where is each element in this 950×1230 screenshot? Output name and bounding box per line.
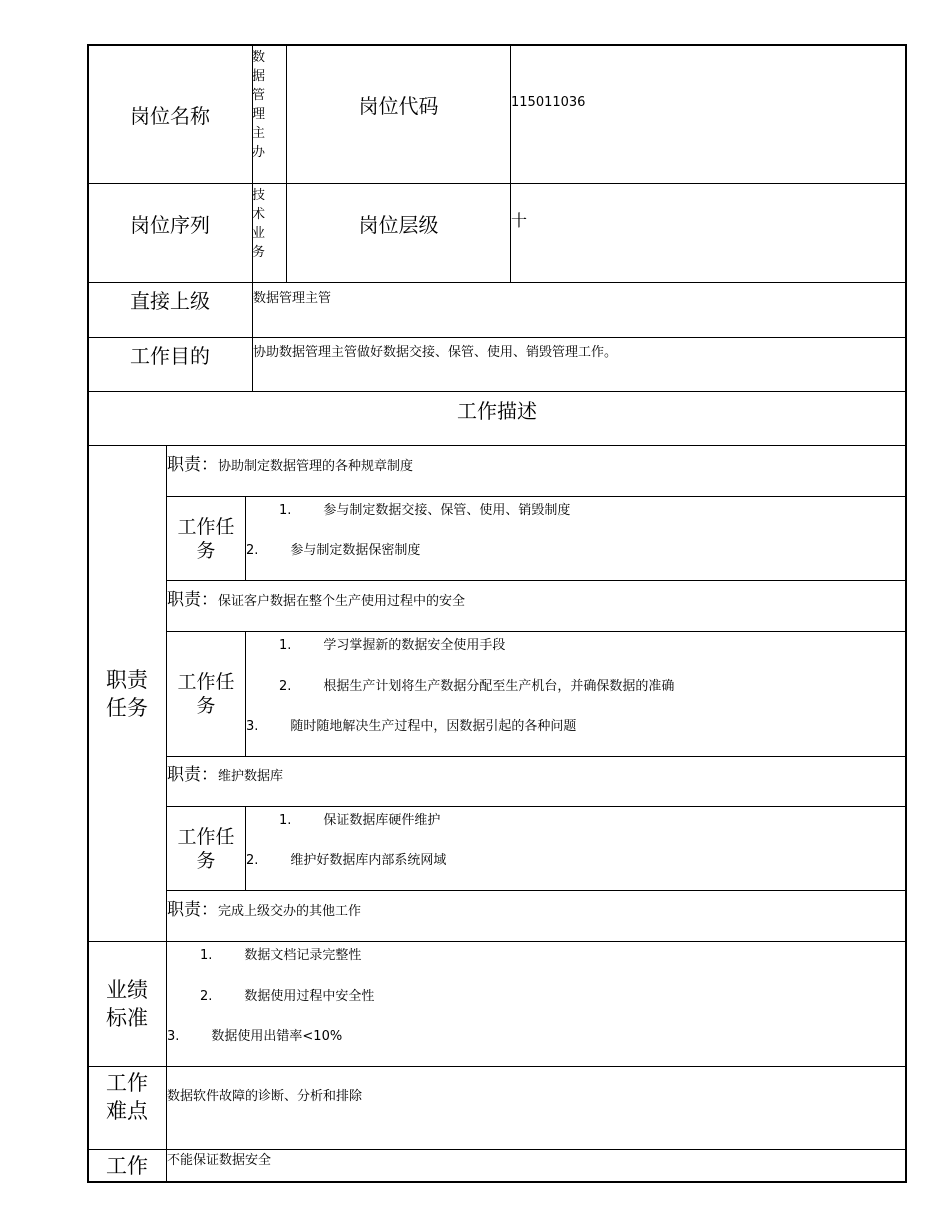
row-divider [167, 580, 906, 581]
position-code-label: 岗位代码 [358, 93, 439, 118]
task-text: 参与制定数据保密制度 [290, 543, 421, 558]
row-divider [167, 890, 906, 891]
task-item [246, 849, 446, 868]
position-series-label: 岗位序列 [130, 212, 210, 237]
responsibility-text: 完成上级交办的其他工作 [218, 904, 362, 919]
position-level-value: 十 [511, 211, 528, 230]
row-divider [88, 1149, 906, 1150]
table-border-right [905, 44, 907, 1183]
task-number: 1. [279, 813, 292, 828]
last-row-label: 工作 [106, 1154, 148, 1178]
task-label: 工作任务 [177, 516, 235, 562]
task-label: 工作任务 [177, 671, 235, 717]
responsibility-label: 职责： [167, 590, 218, 610]
task-text: 随时随地解决生产过程中，因数据引起的各种问题 [290, 719, 577, 734]
performance-number: 2. [200, 989, 213, 1004]
task-text: 保证数据库硬件维护 [323, 813, 441, 828]
performance-item [200, 944, 361, 963]
performance-text: 数据文档记录完整性 [244, 948, 362, 963]
row-divider [88, 1066, 906, 1067]
task-number: 3. [246, 719, 259, 734]
performance-text: 数据使用过程中安全性 [244, 989, 375, 1004]
purpose-value: 协助数据管理主管做好数据交接、保管、使用、销毁管理工作。 [253, 345, 618, 360]
task-number: 2. [246, 543, 259, 558]
responsibility-text: 协助制定数据管理的各种规章制度 [218, 459, 414, 474]
task-text: 学习掌握新的数据安全使用手段 [323, 638, 506, 653]
task-text: 根据生产计划将生产数据分配至生产机台，并确保数据的准确 [323, 679, 675, 694]
responsibility-text: 保证客户数据在整个生产使用过程中的安全 [218, 594, 466, 609]
performance-item [167, 1025, 342, 1044]
position-series-value: 技术业务 [252, 188, 266, 260]
row-divider [88, 282, 906, 283]
task-item [279, 675, 674, 694]
responsibility-3 [167, 760, 283, 785]
position-name-label: 岗位名称 [130, 103, 210, 128]
responsibility-1 [167, 450, 413, 475]
performance-label: 业绩标准 [106, 978, 148, 1030]
row-divider [88, 337, 906, 338]
position-code-value: 115011036 [511, 95, 586, 110]
responsibility-label: 职责： [167, 900, 218, 920]
row-divider [167, 806, 906, 807]
position-level-label: 岗位层级 [358, 212, 439, 237]
performance-number: 3. [167, 1029, 180, 1044]
table-border-bottom [88, 1181, 907, 1183]
row-divider [88, 941, 906, 942]
task-text: 维护好数据库内部系统网域 [290, 853, 447, 868]
task-item [246, 539, 420, 558]
purpose-label: 工作目的 [130, 344, 210, 368]
task-number: 2. [246, 853, 259, 868]
supervisor-value: 数据管理主管 [253, 291, 332, 306]
supervisor-label: 直接上级 [130, 289, 210, 313]
responsibility-text: 维护数据库 [218, 769, 284, 784]
performance-item [200, 985, 374, 1004]
task-number: 1. [279, 503, 292, 518]
task-text: 参与制定数据交接、保管、使用、销毁制度 [323, 503, 571, 518]
row-divider [88, 445, 906, 446]
performance-text: 数据使用出错率<10% [211, 1029, 343, 1044]
row-divider [167, 631, 906, 632]
task-item [246, 715, 576, 734]
performance-number: 1. [200, 948, 213, 963]
last-row-value: 不能保证数据安全 [167, 1153, 272, 1168]
difficulty-label: 工作难点 [106, 1071, 148, 1123]
task-item [279, 634, 505, 653]
responsibility-2 [167, 585, 465, 610]
task-item [279, 499, 570, 518]
difficulty-value: 数据软件故障的诊断、分析和排除 [167, 1089, 363, 1104]
row-divider [167, 496, 906, 497]
task-number: 2. [279, 679, 292, 694]
position-name-value: 数据管理主办 [252, 50, 266, 160]
col-divider [510, 44, 511, 283]
col-divider [245, 631, 246, 757]
row-divider [167, 756, 906, 757]
responsibility-label: 职责： [167, 455, 218, 475]
task-item [279, 809, 440, 828]
row-divider [88, 391, 906, 392]
task-number: 1. [279, 638, 292, 653]
description-title: 工作描述 [457, 399, 537, 423]
section-label-responsibilities: 职责任务 [106, 667, 148, 720]
responsibility-4 [167, 895, 361, 920]
responsibility-label: 职责： [167, 765, 218, 785]
task-label: 工作任务 [177, 825, 235, 872]
